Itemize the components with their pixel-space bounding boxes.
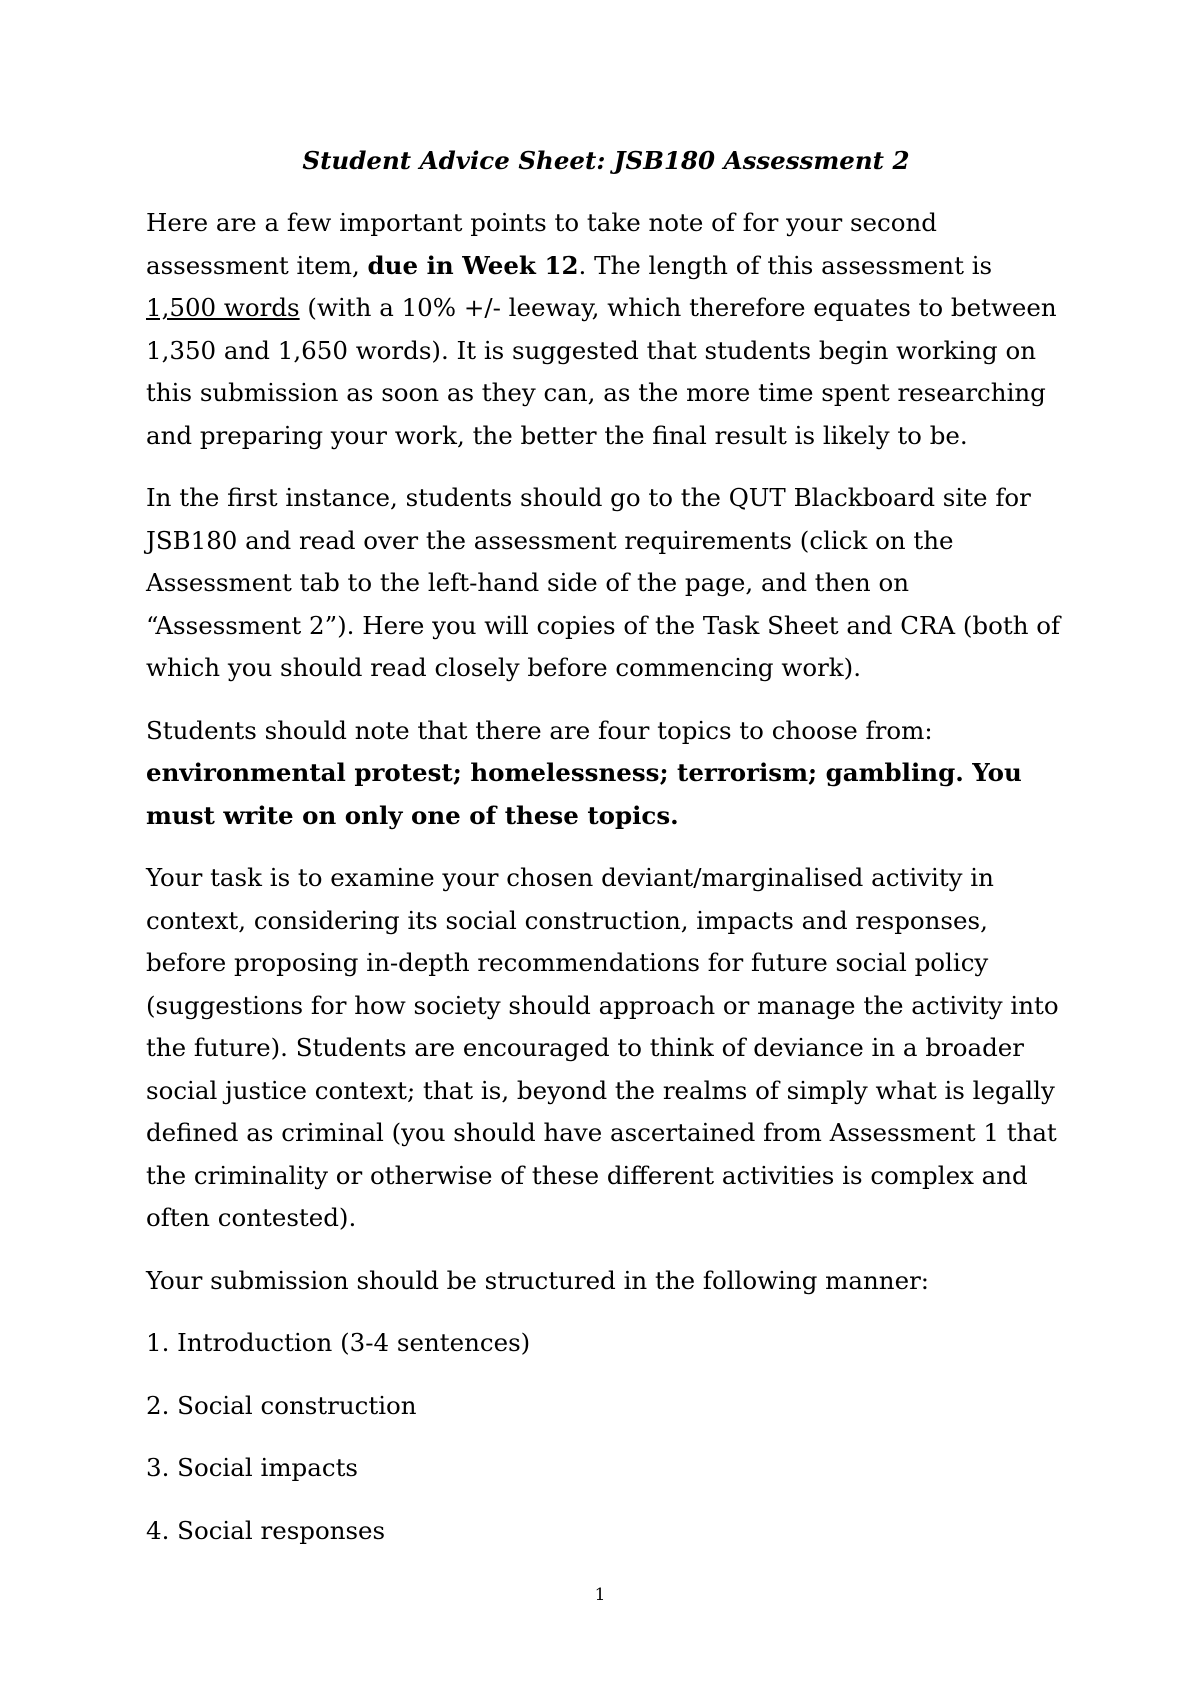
due-date-highlight: due in Week 12 [367, 250, 579, 280]
document-body [146, 140, 1066, 1572]
paragraph-text: . The length of this assessment is [578, 250, 993, 280]
topics-highlight: environmental protest; homelessness; terrorism; gambling. You must write on only one of these topics. [146, 758, 1022, 830]
structure-list-item: 3. Social impacts [146, 1453, 358, 1482]
paragraph-due-date [146, 202, 1066, 457]
paragraph-topics [146, 710, 1066, 838]
structure-list-item: 2. Social construction [146, 1390, 417, 1420]
paragraph-text: Here are a few important points to take note of for your second assessment item, [146, 208, 937, 280]
structure-list-item: 1. Introduction (3-4 sentences) [146, 1328, 531, 1357]
word-count-highlight: 1,500 words [146, 293, 300, 322]
paragraph-blackboard: In the first instance, students should go to the QUT Blackboard site for JSB180 and read over the assessment requirements (click on the Assessment tab to the left-hand side of the page, and then on “Assessment 2”). Here you will copies of the Task Sheet and CRA (both of which you should read closely before commencing work). [146, 483, 1061, 682]
paragraph-text: (with a 10% +/- leeway, which therefore equates to between 1,350 and 1,650 words). It is suggested that students begin working on this submission as soon as they can, as the more time spent researching and preparing your work, the better the final result is likely to be. [146, 293, 1057, 450]
paragraph-task: Your task is to examine your chosen deviant/marginalised activity in context, considering its social construction, impacts and responses, before proposing in-depth recommendations for future social policy (suggestions for how society should approach or manage the activity into the future). Students are encouraged to think of deviance in a broader social justice context; that is, beyond the realms of simply what is legally defined as criminal (you should have ascertained from Assessment 1 that the criminality or otherwise of these different activities is complex and often contested). [146, 863, 1059, 1232]
document-title: Student Advice Sheet: JSB180 Assessment 2 [302, 146, 910, 175]
structure-list-item: 4. Social responses [146, 1515, 386, 1545]
paragraph-structure: Your submission should be structured in the following manner: [146, 1265, 930, 1295]
paragraph-text: Students should note that there are four topics to choose from: [146, 715, 933, 745]
page-number: 1 [594, 1585, 606, 1605]
